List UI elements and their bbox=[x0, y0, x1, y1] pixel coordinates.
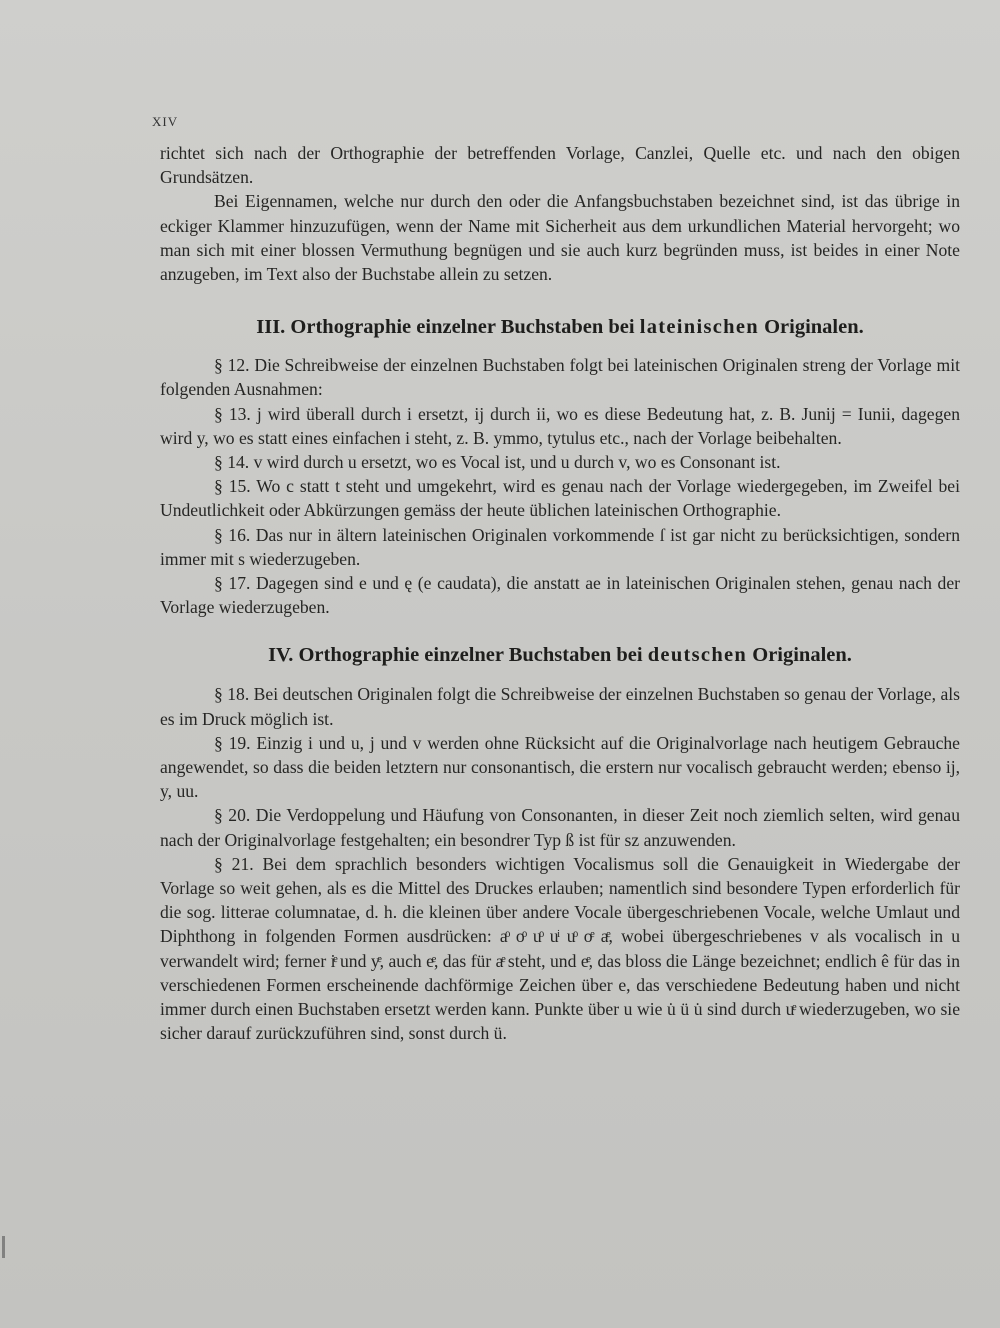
binding-mark bbox=[2, 1236, 5, 1258]
section-heading-iii bbox=[160, 314, 960, 340]
section-heading-iii-part1: III. Orthographie einzelner Buchstaben bei bbox=[256, 316, 640, 339]
section-heading-iv-spaced: deutschen bbox=[647, 644, 748, 667]
section-heading-iv-part1: IV. Orthographie einzelner Buchstaben bei bbox=[268, 644, 648, 667]
paragraph-intro-continuation: richtet sich nach der Orthographie der betreffenden Vorlage, Canzlei, Quelle etc. und nach den obigen Grundsätzen. bbox=[160, 143, 960, 188]
section-heading-iv bbox=[160, 642, 960, 668]
paragraph-15: § 15. Wo c statt t steht und umgekehrt, wird es genau nach der Vorlage wiedergegeben, im Zweifel bei Undeutlichkeit oder Abkürzungen gemäss der heute üblichen lateinischen Orthographie. bbox=[160, 476, 960, 521]
paragraph-21: § 21. Bei dem sprachlich besonders wichtigen Vocalismus soll die Genauigkeit in Wiedergabe der Vorlage so weit gehen, als es die Mittel des Druckes erlauben; namentlich sind besondere Typen erforderlich für die sog. litterae columnatae, d. h. die kleinen über andere Vocale übergeschriebenen Vocale, welche Umlaut und Diphthong in folgenden Formen ausdrücken: aͦ oͦ uͦ uͥ uͦ oͤ aͤ, wobei übergeschriebenes v als vocalisch in u verwandelt wird; ferner iͤ und yͤ, auch eͤ, das für aͤ steht, und eͤ, das bloss die Länge bezeichnet; endlich ê für das in verschiedenen Formen erscheinende dachförmige Zeichen über e, das verschiedene Bedeutung haben und nicht immer durch einen Buchstaben ersetzt werden kann. Punkte über u wie u̇ ü u̇ sind durch uͤ wiederzugeben, wo sie sicher darauf zurückzuführen sind, sonst durch ü. bbox=[160, 853, 960, 1044]
page-text bbox=[160, 141, 960, 1046]
paragraph-12: § 12. Die Schreibweise der einzelnen Buchstaben folgt bei lateinischen Originalen streng der Vorlage mit folgenden Ausnahmen: bbox=[160, 355, 960, 400]
paragraph-13: § 13. j wird überall durch i ersetzt, ij durch ii, wo es diese Bedeutung hat, z. B. Junij = Iunii, dagegen wird y, wo es statt eines einfachen i steht, z. B. ymmo, tytulus etc., nach der Vorlage beibehalten. bbox=[160, 403, 960, 448]
paragraph-14: § 14. v wird durch u ersetzt, wo es Vocal ist, und u durch v, wo es Consonant ist. bbox=[214, 452, 781, 473]
paragraph-16: § 16. Das nur in ältern lateinischen Originalen vorkommende ſ ist gar nicht zu berücksichtigen, sondern immer mit s wiederzugeben. bbox=[160, 524, 960, 569]
paragraph-19: § 19. Einzig i und u, j und v werden ohne Rücksicht auf die Originalvorlage nach heutigem Gebrauche angewendet, so dass die beiden letztern nur consonantisch, die erstern nur vocalisch gebraucht werden; ebenso ij, y, uu. bbox=[160, 732, 960, 802]
section-heading-iii-spaced: lateinischen bbox=[639, 316, 759, 339]
section-heading-iv-part3: Originalen. bbox=[747, 644, 852, 667]
paragraph-18: § 18. Bei deutschen Originalen folgt die Schreibweise der einzelnen Buchstaben so genau der Vorlage, als es im Druck möglich ist. bbox=[160, 684, 960, 729]
paragraph-20: § 20. Die Verdoppelung und Häufung von Consonanten, in dieser Zeit noch ziemlich selten, wird genau nach der Originalvorlage festgehalten; ein besondrer Typ ß ist für sz anzuwenden. bbox=[160, 805, 960, 850]
paragraph-eigennamen: Bei Eigennamen, welche nur durch den oder die Anfangsbuchstaben bezeichnet sind, ist das übrige in eckiger Klammer hinzuzufügen, wenn der Name mit Sicherheit aus dem urkundlichen Material hervorgeht; wo man sich mit einer blossen Vermuthung begnügen und sie auch kurz begründen muss, ist beides in einer Note anzugeben, im Text also der Buchstabe allein zu setzen. bbox=[160, 191, 960, 285]
paragraph-17: § 17. Dagegen sind e und ę (e caudata), die anstatt ae in lateinischen Originalen stehen, genau nach der Vorlage wiederzugeben. bbox=[160, 573, 960, 618]
section-heading-iii-part3: Originalen. bbox=[758, 316, 864, 339]
page-number: XIV bbox=[152, 114, 179, 129]
